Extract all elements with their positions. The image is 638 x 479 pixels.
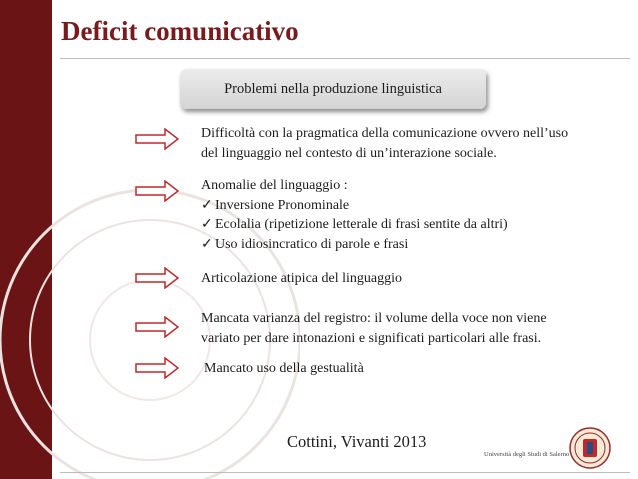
slide-title: Deficit comunicativo xyxy=(61,16,299,46)
university-seal-logo xyxy=(569,427,611,469)
section-header-label: Problemi nella produzione linguistica xyxy=(224,80,442,97)
bullet-item xyxy=(201,235,508,255)
arrow-right-icon xyxy=(135,357,179,379)
bullet-item xyxy=(201,196,508,216)
list-item xyxy=(201,176,508,254)
item-text-line: Articolazione atipica del linguaggio xyxy=(201,271,402,286)
item-text-line: Difficoltà con la pragmatica della comunicazione ovvero nell’uso xyxy=(201,126,569,141)
footer-divider xyxy=(60,472,630,473)
bullet-text: Inversione Pronominale xyxy=(215,197,350,213)
checkmark-icon: ✓ xyxy=(201,217,213,232)
title-divider xyxy=(60,58,630,59)
arrow-right-icon xyxy=(135,180,179,202)
list-item xyxy=(201,124,568,163)
bullet-text: Ecolalia (ripetizione letterale di frasi sentite da altri) xyxy=(215,217,508,232)
bullet-item xyxy=(201,215,508,235)
list-item xyxy=(201,309,547,348)
item-text-line: Mancata varianza del registro: il volume della voce non viene xyxy=(201,311,547,326)
item-text-line: Anomalie del linguaggio : xyxy=(201,178,348,193)
arrow-right-icon xyxy=(135,267,179,289)
left-sidebar-bar xyxy=(0,0,52,479)
item-text-line: del linguaggio nel contesto di un’interazione sociale. xyxy=(201,145,497,161)
arrow-right-icon xyxy=(135,316,179,338)
section-header-box xyxy=(180,69,486,109)
university-name: Università degli Studi di Salerno xyxy=(484,451,570,458)
bullet-text: Uso idiosincratico di parole e frasi xyxy=(215,236,409,252)
list-item xyxy=(201,269,402,289)
item-text-line: Mancato uso della gestualità xyxy=(204,361,364,376)
item-text-line: variato per dare intonazioni e significati particolari alle frasi. xyxy=(201,330,542,346)
list-item xyxy=(204,359,364,379)
citation: Cottini, Vivanti 2013 xyxy=(287,432,427,451)
arrow-right-icon xyxy=(135,128,179,150)
checkmark-icon: ✓ xyxy=(201,236,213,252)
checkmark-icon: ✓ xyxy=(201,197,213,213)
